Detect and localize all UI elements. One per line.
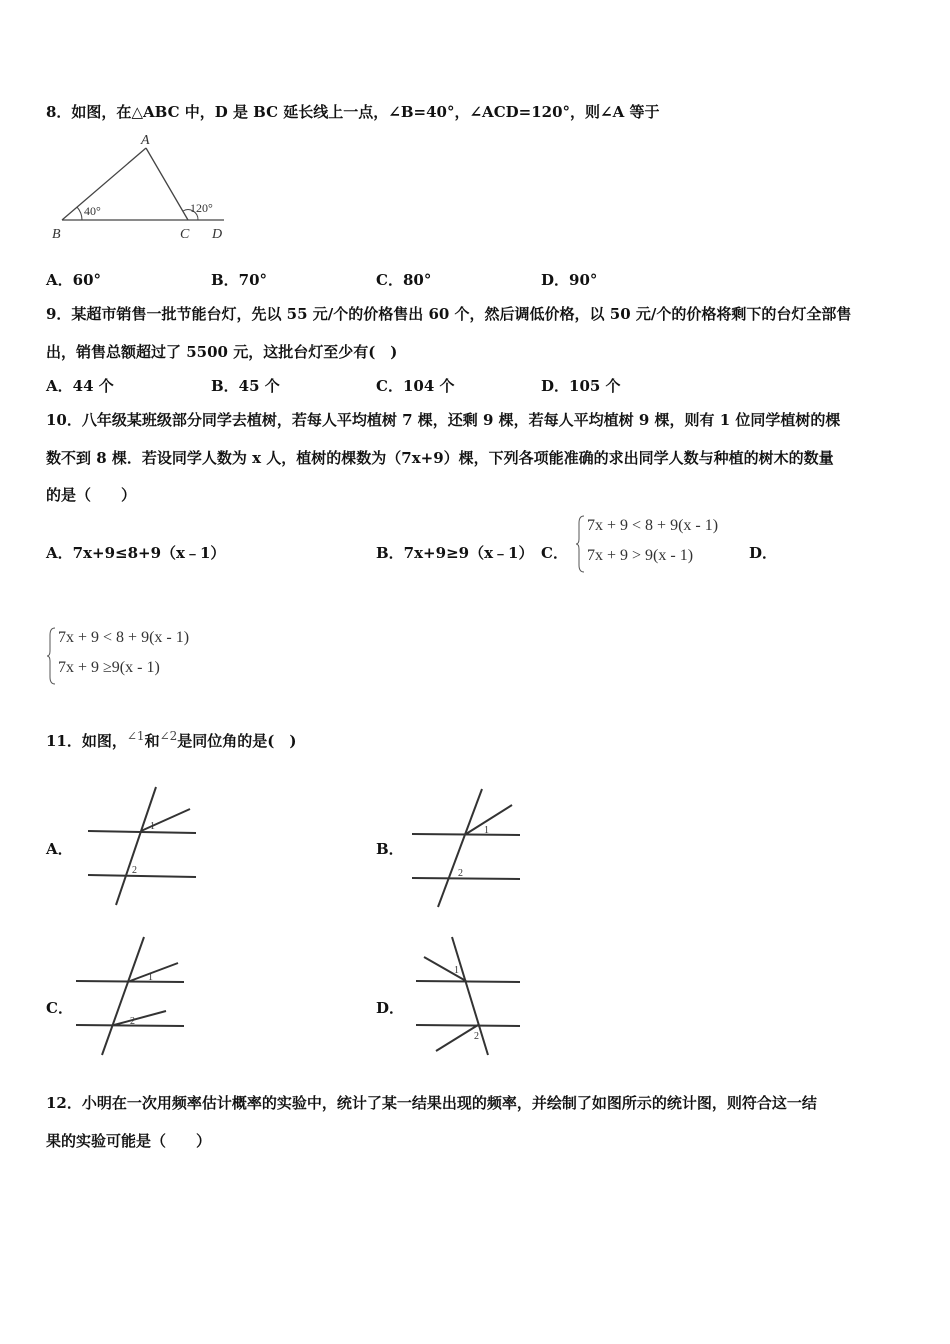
label-d: D [212, 227, 223, 242]
q8-option-c[interactable]: C．80° [376, 271, 432, 289]
q10-option-b[interactable]: B．7x+9≥9（x﹣1） [376, 544, 534, 562]
triangle-figure [46, 130, 236, 245]
q8-option-a[interactable]: A．60° [46, 271, 102, 289]
label-angle-b: 40° [84, 204, 101, 218]
q9-option-d[interactable]: D．105 个 [541, 377, 621, 395]
question-11-text [46, 726, 297, 751]
q10-option-d-line2: 7x + 9 ≥9(x - 1) [58, 659, 160, 676]
q11-conj: 和 [144, 732, 160, 750]
q11-figure-b[interactable] [410, 787, 522, 911]
q11-b-label-2: 2 [458, 868, 463, 879]
label-c: C [180, 227, 190, 242]
q11-d-label-1: 1 [454, 965, 459, 976]
q10-option-c-line1: 7x + 9 < 8 + 9(x - 1) [587, 517, 719, 534]
q9-option-a[interactable]: A．44 个 [46, 377, 114, 395]
q11-d-label-2: 2 [474, 1031, 479, 1042]
q11-figure-c[interactable] [74, 935, 186, 1059]
label-b: B [52, 227, 61, 242]
q10-option-d-system[interactable] [46, 625, 226, 687]
question-9-line1: 9．某超市销售一批节能台灯，先以 55 元/个的价格售出 60 个，然后调低价格，以 50 元/个的价格将剩下的台灯全部售 [46, 305, 852, 323]
left-brace-icon [575, 515, 585, 573]
q11-option-c[interactable]: C． [46, 999, 73, 1017]
q11-angle1: ∠1 [126, 729, 145, 743]
question-9-line2: 出，销售总额超过了 5500 元，这批台灯至少有( ) [46, 343, 398, 361]
q11-c-label-2: 2 [130, 1016, 135, 1027]
question-8-text: 8．如图，在△ABC 中，D 是 BC 延长线上一点，∠B=40°，∠ACD=120°，则∠A 等于 [46, 103, 660, 121]
q11-angle2: ∠2 [159, 729, 178, 743]
question-10-line3: 的是（ ） [46, 486, 137, 504]
q11-option-a[interactable]: A． [46, 840, 73, 858]
label-a: A [141, 133, 150, 148]
label-angle-c: 120° [190, 201, 213, 215]
q11-prefix: 11．如图， [46, 732, 127, 750]
q11-c-label-1: 1 [148, 972, 153, 983]
q10-option-c-system[interactable] [575, 513, 745, 575]
q11-suffix: 是同位角的是( ) [177, 732, 297, 750]
q11-a-label-1: 1 [150, 821, 155, 832]
question-10-line1: 10．八年级某班级部分同学去植树，若每人平均植树 7 棵，还剩 9 棵，若每人平均植树 9 棵，则有 1 位同学植树的棵 [46, 411, 841, 429]
q10-option-c-label[interactable]: C． [541, 544, 568, 562]
q11-option-d[interactable]: D． [376, 999, 405, 1017]
q8-option-d[interactable]: D．90° [541, 271, 598, 289]
q10-option-d-line1: 7x + 9 < 8 + 9(x - 1) [58, 629, 190, 646]
question-10-line2: 数不到 8 棵．若设同学人数为 x 人，植树的棵数为（7x+9）棵，下列各项能准确的求出同学人数与种植的树木的数量 [46, 449, 834, 467]
q10-option-d-label[interactable]: D． [749, 544, 778, 562]
q11-option-b[interactable]: B． [376, 840, 404, 858]
q10-option-c-line2: 7x + 9 > 9(x - 1) [587, 547, 694, 564]
question-12-line1: 12．小明在一次用频率估计概率的实验中，统计了某一结果出现的频率，并绘制了如图所示的统计图，则符合这一结 [46, 1094, 817, 1112]
q11-b-label-1: 1 [484, 825, 489, 836]
q10-option-a[interactable]: A．7x+9≤8+9（x﹣1） [46, 544, 226, 562]
q11-figure-a[interactable] [86, 785, 198, 909]
question-12-line2: 果的实验可能是（ ） [46, 1132, 212, 1150]
q9-option-b[interactable]: B．45 个 [211, 377, 280, 395]
q11-a-label-2: 2 [132, 865, 137, 876]
q11-figure-d[interactable] [414, 935, 526, 1059]
left-brace-icon [46, 627, 56, 685]
q8-option-b[interactable]: B．70° [211, 271, 268, 289]
q9-option-c[interactable]: C．104 个 [376, 377, 455, 395]
